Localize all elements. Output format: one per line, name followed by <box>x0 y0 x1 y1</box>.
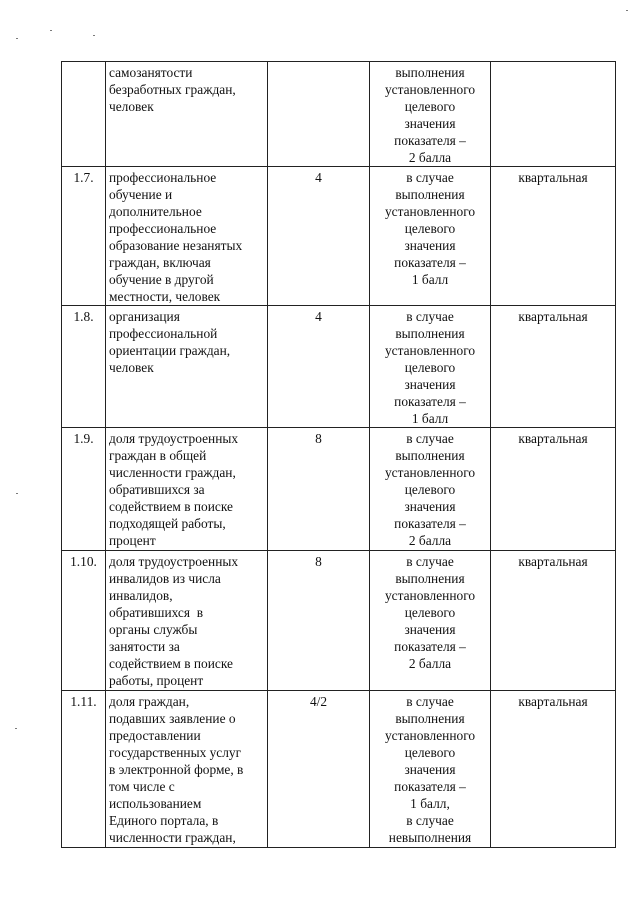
row-number: 1.9. <box>62 428 106 551</box>
scan-speck <box>50 30 52 31</box>
criteria-table <box>61 61 616 848</box>
table-row <box>62 551 616 691</box>
periodicity-cell: квартальная <box>491 428 616 551</box>
row-number: 1.11. <box>62 691 106 848</box>
weight-cell <box>268 62 370 167</box>
weight-cell: 8 <box>268 551 370 691</box>
condition-cell: в случае выполнения установленного целевого значения показателя – 2 балла <box>370 428 491 551</box>
periodicity-cell <box>491 62 616 167</box>
periodicity-cell: квартальная <box>491 306 616 428</box>
periodicity-cell: квартальная <box>491 167 616 306</box>
table-row <box>62 167 616 306</box>
indicator-cell: доля трудоустроенных инвалидов из числа инвалидов, обратившихся в органы службы занятости за содействием в поиске работы, процент <box>106 551 268 691</box>
weight-cell: 4/2 <box>268 691 370 848</box>
indicator-cell: профессиональное обучение и дополнительное профессиональное образование незанятых граждан, включая обучение в другой местности, человек <box>106 167 268 306</box>
row-number: 1.7. <box>62 167 106 306</box>
indicator-cell: организация профессиональной ориентации граждан, человек <box>106 306 268 428</box>
row-number: 1.8. <box>62 306 106 428</box>
condition-cell: в случае выполнения установленного целевого значения показателя – 1 балл <box>370 167 491 306</box>
indicator-cell: самозанятости безработных граждан, человек <box>106 62 268 167</box>
table-row <box>62 62 616 167</box>
table-row <box>62 306 616 428</box>
indicator-cell: доля трудоустроенных граждан в общей численности граждан, обратившихся за содействием в поиске подходящей работы, процент <box>106 428 268 551</box>
row-number: 1.10. <box>62 551 106 691</box>
weight-cell: 4 <box>268 306 370 428</box>
weight-cell: 8 <box>268 428 370 551</box>
condition-cell: в случае выполнения установленного целевого значения показателя – 1 балл <box>370 306 491 428</box>
row-number <box>62 62 106 167</box>
condition-cell: в случае выполнения установленного целевого значения показателя – 2 балла <box>370 551 491 691</box>
table-row <box>62 428 616 551</box>
scan-speck <box>16 493 18 494</box>
scan-speck <box>93 35 95 36</box>
condition-cell: выполнения установленного целевого значения показателя – 2 балла <box>370 62 491 167</box>
scan-speck <box>626 10 628 11</box>
scan-speck <box>15 728 17 729</box>
condition-cell: в случае выполнения установленного целевого значения показателя – 1 балл, в случае невыполнения <box>370 691 491 848</box>
periodicity-cell: квартальная <box>491 691 616 848</box>
scan-speck <box>16 38 18 39</box>
periodicity-cell: квартальная <box>491 551 616 691</box>
table-row <box>62 691 616 848</box>
weight-cell: 4 <box>268 167 370 306</box>
indicator-cell: доля граждан, подавших заявление о предоставлении государственных услуг в электронной форме, в том числе с использованием Единого портала, в численности граждан, <box>106 691 268 848</box>
